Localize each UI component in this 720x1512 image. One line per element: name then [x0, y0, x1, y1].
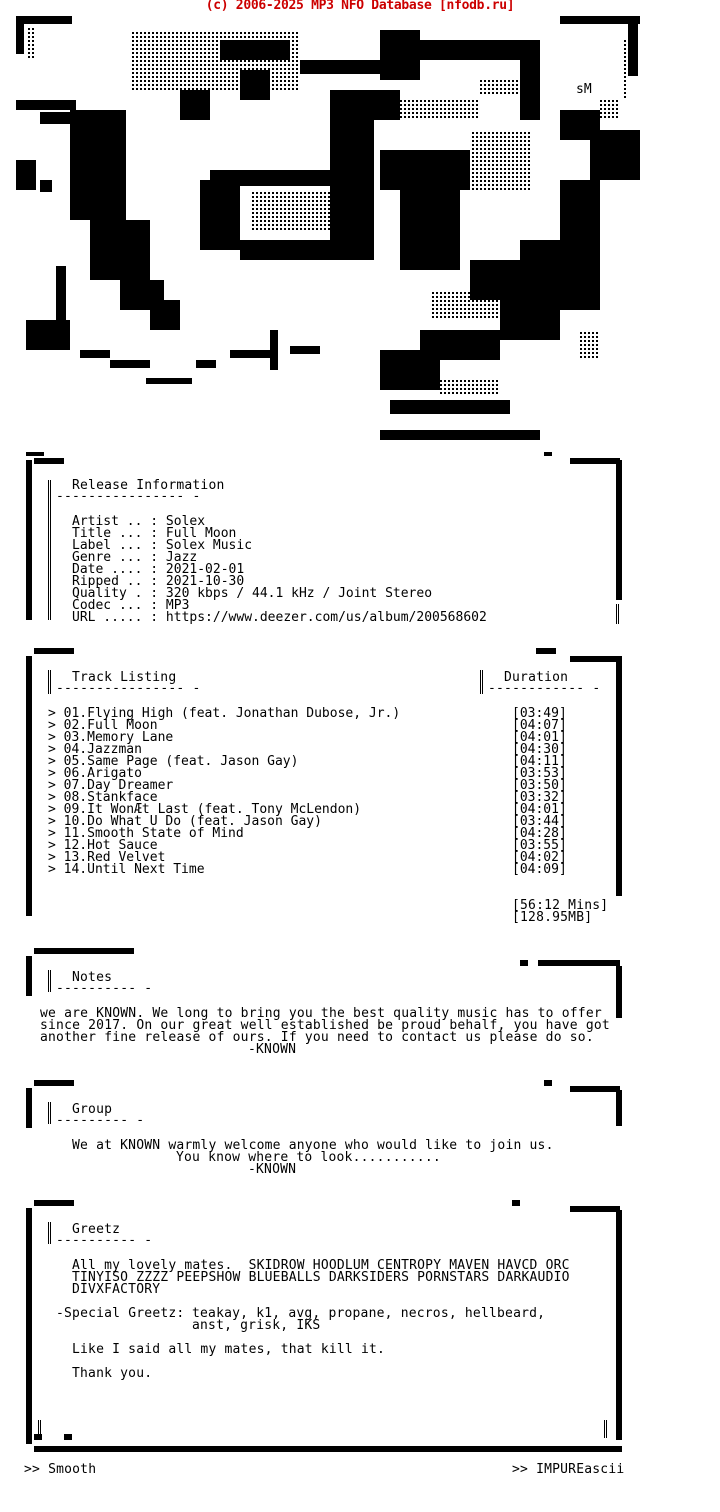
- track-duration: [04:28]: [512, 826, 567, 841]
- group-line: You know where to look...........: [176, 1150, 441, 1165]
- track-item[interactable]: > 14.Until Next Time: [48, 862, 205, 877]
- duration-heading: Duration: [504, 670, 569, 685]
- track-duration: [04:11]: [512, 754, 567, 769]
- total-size: [128.95MB]: [512, 910, 593, 925]
- footer-credit-right: >> IMPUREascii: [512, 1462, 625, 1477]
- greetz-heading: Greetz: [72, 1222, 121, 1237]
- release-field-label: Label ... : Solex Music: [72, 538, 253, 553]
- release-field-artist: Artist .. : Solex: [72, 514, 206, 529]
- track-duration: [04:09]: [512, 862, 567, 877]
- duration-heading-underline: ------------ -: [488, 681, 601, 696]
- track-duration: [03:44]: [512, 814, 567, 829]
- tracklist-heading-underline: ---------------- -: [56, 681, 201, 696]
- track-duration: [03:55]: [512, 838, 567, 853]
- track-item[interactable]: > 01.Flying High (feat. Jonathan Dubose, Jr.): [48, 706, 401, 721]
- greetz-line: TINYISO ZZZZ PEEPSHOW BLUEBALLS DARKSIDERS PORNSTARS DARKAUDIO: [72, 1270, 570, 1285]
- track-duration: [04:01]: [512, 802, 567, 817]
- greetz-line: DIVXFACTORY: [72, 1282, 161, 1297]
- track-item[interactable]: > 05.Same Page (feat. Jason Gay): [48, 754, 299, 769]
- greetz-heading-underline: ---------- -: [56, 1233, 153, 1248]
- special-greetz-label: -Special Greetz:: [56, 1306, 185, 1321]
- track-duration: [03:49]: [512, 706, 567, 721]
- track-item[interactable]: > 13.Red Velvet: [48, 850, 166, 865]
- release-heading-underline: ---------------- -: [56, 489, 201, 504]
- group-signature: -KNOWN: [248, 1162, 297, 1177]
- tracklist-heading: Track Listing: [72, 670, 177, 685]
- greetz-thanks: Thank you.: [72, 1366, 153, 1381]
- track-item[interactable]: > 12.Hot Sauce: [48, 838, 158, 853]
- greetz-closing: Like I said all my mates, that kill it.: [72, 1342, 386, 1357]
- notes-heading: Notes: [72, 970, 113, 985]
- notes-line: since 2017. On our great well established be proud behalf, you have got: [40, 1018, 610, 1033]
- group-line: We at KNOWN warmly welcome anyone who would like to join us.: [72, 1138, 554, 1153]
- group-heading-underline: --------- -: [56, 1113, 145, 1128]
- track-duration: [03:32]: [512, 790, 567, 805]
- release-field-quality: Quality . : 320 kbps / 44.1 kHz / Joint Stereo: [72, 586, 433, 601]
- track-duration: [04:01]: [512, 730, 567, 745]
- notes-heading-underline: ---------- -: [56, 981, 153, 996]
- copyright-banner: (c) 2006-2025 MP3 NFO Database [nfodb.ru]: [205, 0, 515, 13]
- release-field-url[interactable]: URL ..... : https://www.deezer.com/us/album/200568602: [72, 610, 487, 625]
- notes-line: we are KNOWN. We long to bring you the best quality music has to offer: [40, 1006, 602, 1021]
- footer-credit-left: >> Smooth: [24, 1462, 97, 1477]
- special-greetz-line: anst, grisk, IKS: [192, 1318, 321, 1333]
- track-duration: [04:02]: [512, 850, 567, 865]
- release-field-genre: Genre ... : Jazz: [72, 550, 198, 565]
- release-field-ripped: Ripped .. : 2021-10-30: [72, 574, 245, 589]
- group-heading: Group: [72, 1102, 113, 1117]
- ascii-art-logo: [0, 0, 720, 450]
- track-duration: [04:07]: [512, 718, 567, 733]
- notes-signature: -KNOWN: [248, 1042, 297, 1057]
- track-item[interactable]: > 06.Arigato: [48, 766, 142, 781]
- track-item[interactable]: > 02.Full Moon: [48, 718, 158, 733]
- special-greetz-line: teakay, k1, avg, propane, necros, hellbeard,: [192, 1306, 546, 1321]
- total-time: [56:12 Mins]: [512, 898, 609, 913]
- release-field-date: Date .... : 2021-02-01: [72, 562, 245, 577]
- track-duration: [04:30]: [512, 742, 567, 757]
- release-field-codec: Codec ... : MP3: [72, 598, 190, 613]
- track-item[interactable]: > 04.Jazzman: [48, 742, 142, 757]
- release-heading: Release Information: [72, 478, 225, 493]
- track-item[interactable]: > 08.Stankface: [48, 790, 158, 805]
- track-duration: [03:50]: [512, 778, 567, 793]
- track-item[interactable]: > 11.Smooth State of Mind: [48, 826, 244, 841]
- track-item[interactable]: > 07.Day Dreamer: [48, 778, 174, 793]
- track-item[interactable]: > 10.Do What U Do (feat. Jason Gay): [48, 814, 322, 829]
- track-duration: [03:53]: [512, 766, 567, 781]
- greetz-line: All my lovely mates. SKIDROW HOODLUM CENTROPY MAVEN HAVCD ORC: [72, 1258, 570, 1273]
- art-signature: sM: [576, 82, 592, 97]
- notes-line: another fine release of ours. If you need to contact us please do so.: [40, 1030, 594, 1045]
- track-item[interactable]: > 09.It WonÆt Last (feat. Tony McLendon): [48, 802, 362, 817]
- track-item[interactable]: > 03.Memory Lane: [48, 730, 174, 745]
- release-field-title: Title ... : Full Moon: [72, 526, 237, 541]
